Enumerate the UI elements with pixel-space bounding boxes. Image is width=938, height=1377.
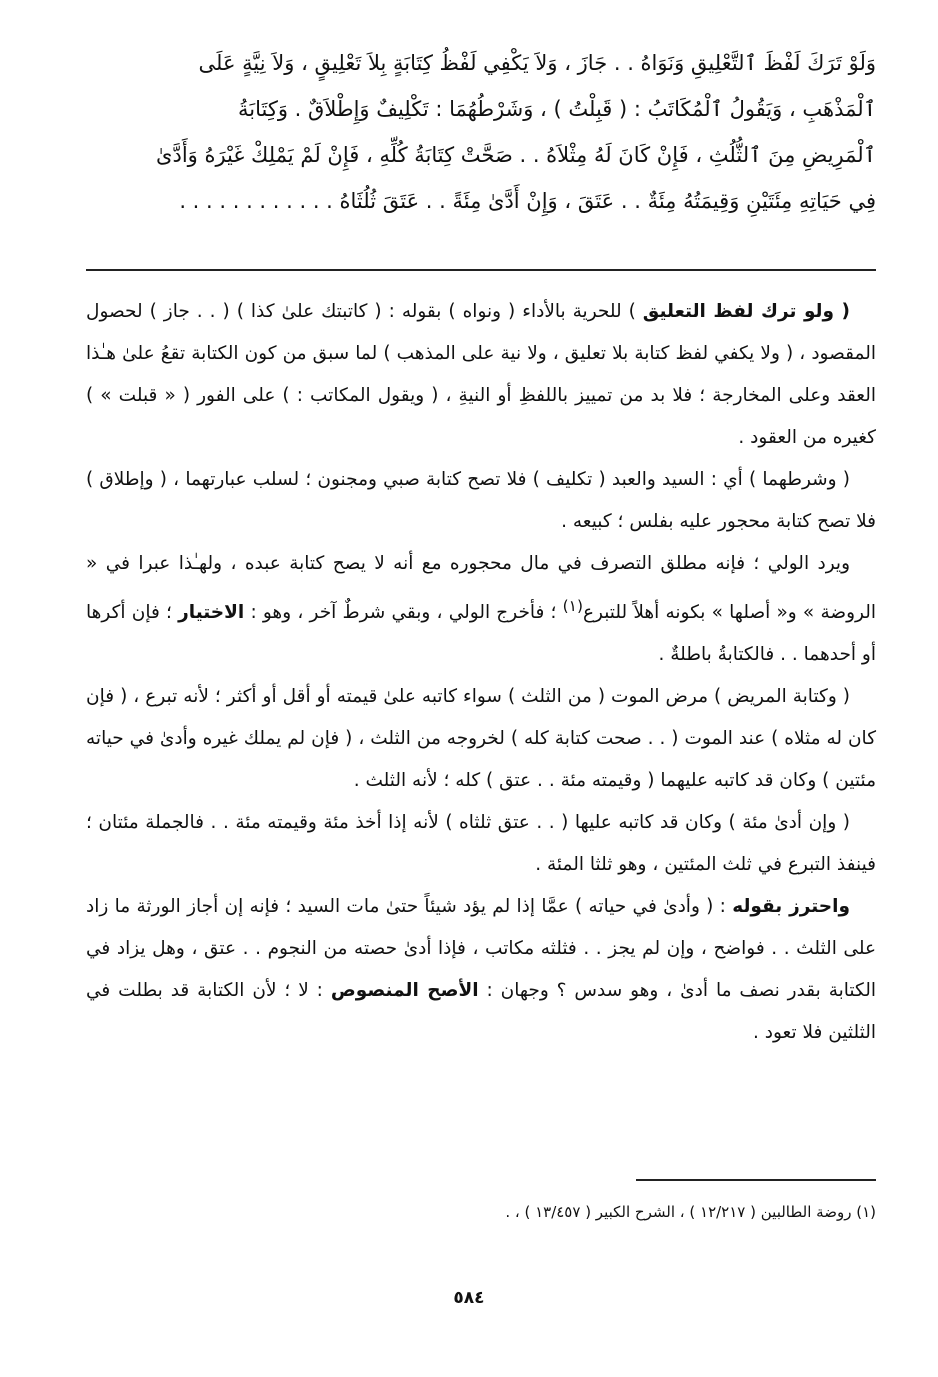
footnote-number: (١): [856, 1203, 876, 1221]
commentary: [86, 291, 876, 1054]
main-text-line: وَلَوْ تَرَكَ لَفْظَ ٱلتَّعْلِيقِ وَنَوَاهُ . . جَازَ ، وَلاَ يَكْفِي لَفْظُ كِتَابَةٍ بِلاَ تَعْلِيقٍ ، وَلاَ نِيَّةٍ عَلَى: [198, 51, 876, 75]
commentary-paragraph: ( وكتابة المريض ) مرض الموت ( من الثلث ) سواء كاتبه علىٰ قيمته أو أقل أو أكثر ؛ لأنه تبرع ، ( فإن كان له مثلاه ) عند الموت ( . . صحت كتابة كله ) لخروجه من الثلث ، ( فإن لم يملك غيره وأدىٰ في حياته مئتين ) وكان قد كاتبه عليهما ( وقيمته مئة . . عتق ) كله ؛ لأنه الثلث .: [86, 686, 876, 792]
main-text-line: ٱلْمَرِيضِ مِنَ ٱلثُّلُثِ ، فَإِنْ كَانَ لَهُ مِثْلاَهُ . . صَحَّتْ كِتَابَةُ كُلِّهِ ، فَإِنْ لَمْ يَمْلِكْ غَيْرَهُ وَأَدَّىٰ: [156, 143, 876, 167]
bold-phrase: واحترز بقوله: [732, 896, 850, 918]
footnote: [86, 1198, 876, 1226]
footnote-text: روضة الطالبين ( ١٢/٢١٧ ) ، الشرح الكبير ( ١٣/٤٥٧ ) ، .: [505, 1203, 852, 1221]
footnote-marker: (١): [562, 597, 583, 615]
main-text-line: فِي حَيَاتِهِ مِئَتَيْنِ وَقِيمَتُهُ مِئَةٌ . . عَتَقَ ، وَإِنْ أَدَّىٰ مِئَةً . . عَتَقَ ثُلُثَاهُ . . . . . . . . . . . .: [179, 189, 876, 213]
paragraph-text: ويرد الولي ؛ فإنه مطلق التصرف في مال محجوره مع أنه لا يصح كتابة عبده ، ولهـٰذا عبرا في « الروضة » و« أصلها » بكونه أهلاً للتبرع: [86, 553, 876, 624]
commentary-paragraph: ( وشرطهما ) أي : السيد والعبد ( تكليف ) فلا تصح كتابة صبي ومجنون ؛ لسلب عبارتهما ، ( وإطلاق ) فلا تصح كتابة محجور عليه بفلس ؛ كبيعه .: [86, 469, 876, 532]
main-text-line: ٱلْمَذْهَبِ ، وَيَقُولُ ٱلْمُكَاتَبُ : ( قَبِلْتُ ) ، وَشَرْطُهُمَا : تَكْلِيفٌ وَإِطْلاَقٌ . وَكِتَابَةُ: [238, 97, 876, 121]
commentary-paragraph: [86, 291, 876, 459]
bold-phrase: ( ولو ترك لفظ التعليق: [642, 301, 850, 322]
bold-phrase: الاختيار: [178, 602, 245, 624]
page-number: ٥٨٤: [453, 1288, 485, 1308]
paragraph-text: ) للحرية بالأداء ( ونواه ) بقوله : ( كاتبتك علىٰ كذا ) ( . . جاز ) لحصول المقصود ، ( ولا يكفي لفظ كتابة بلا تعليق ، ولا نية على المذهب ) لما سبق من كون الكتابة تقعُ علىٰ هـٰذا العقد وعلى المخارجة ؛ فلا بد من تمييز باللفظِ أو النيةِ ، ( ويقول المكاتب : ) على الفور ( « قبلت » ) كغيره من العقود .: [86, 301, 876, 448]
commentary-paragraph: [86, 886, 876, 1054]
separator-rule: [86, 269, 876, 271]
commentary-paragraph: [86, 543, 876, 676]
footnote-rule: [636, 1179, 876, 1181]
paragraph-text: : ( وأدىٰ في حياته ) عمَّا إذا لم يؤد شيئاً حتىٰ مات السيد ؛ فإنه إن أجاز الورثة ما زاد على الثلث . . فواضح ، وإن لم يجز . . فثلثه مكاتب ، فإذا أدىٰ حصته من النجوم . . عتق ، وهل يزاد في الكتابة بقدر نصف ما أدىٰ ، وهو سدس ؟ وجهان :: [86, 896, 876, 1002]
paragraph-text: ؛ فأخرج الولي ، وبقي شرطٌ آخر ، وهو :: [244, 602, 563, 624]
main-text: [86, 40, 876, 224]
paragraph-text: : لا ؛ لأن الكتابة قد بطلت في الثلثين فلا تعود .: [86, 980, 876, 1044]
commentary-paragraph: ( وإن أدىٰ مئة ) وكان قد كاتبه عليها ( . . عتق ثلثاه ) لأنه إذا أخذ مئة وقيمته مئة . . فالجملة مئتان ؛ فينفذ التبرع في ثلث المئتين ، وهو ثلثا المئة .: [86, 812, 876, 876]
paragraph-text: ؛ فإن أكرها أو أحدهما . . فالكتابةُ باطلةٌ .: [86, 602, 876, 666]
bold-phrase: الأصح المنصوص: [330, 980, 479, 1002]
